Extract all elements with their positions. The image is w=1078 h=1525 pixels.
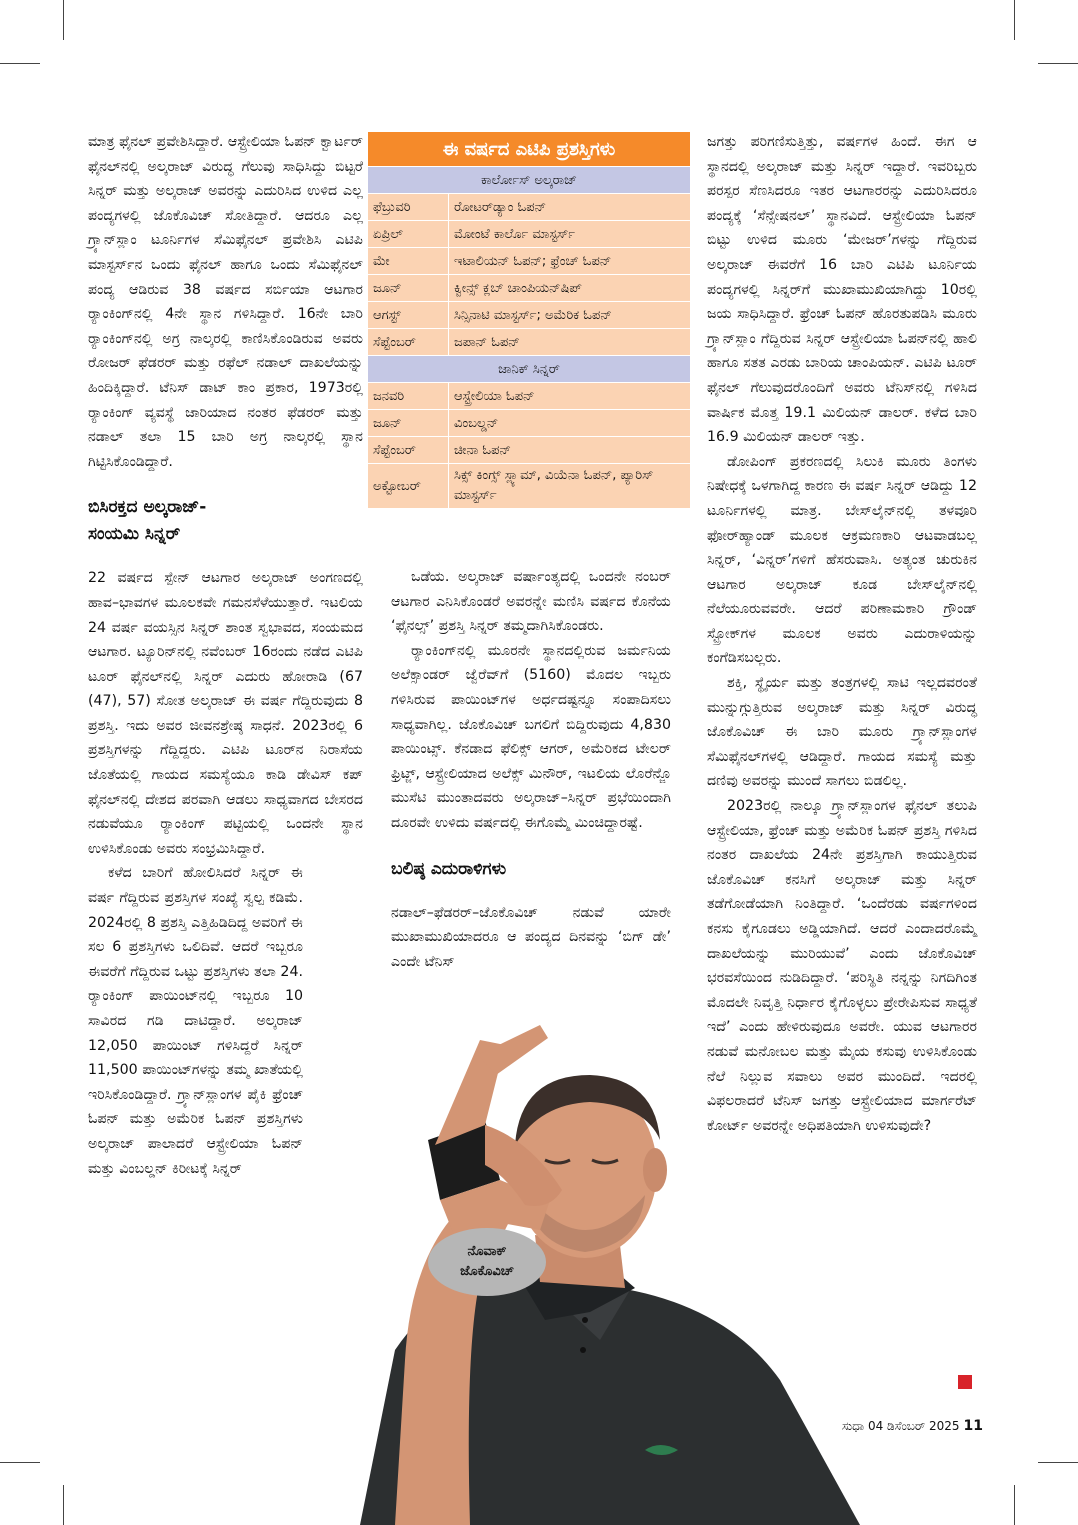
table-row [368, 248, 691, 275]
title-cell: ಆಸ್ಟ್ರೇಲಿಯಾ ಓಪನ್ [449, 383, 691, 410]
article-paragraph: ನಡಾಲ್–ಫೆಡರರ್–ಜೊಕೊವಿಚ್ ನಡುವೆ ಯಾರೇ ಮುಖಾಮುಖಿಯಾದರೂ ಆ ಪಂದ್ಯದ ದಿನವನ್ನು ‘ಬಿಗ್ ಡೇ’ ಎಂದೇ ಟೆನಿಸ್ [391, 904, 671, 970]
article-paragraph: ಒಡೆಯ. ಅಲ್ಕರಾಜ್ ವರ್ಷಾಂತ್ಯದಲ್ಲಿ ಒಂದನೇ ನಂಬರ್ ಆಟಗಾರ ಎನಿಸಿಕೊಂಡರೆ ಅವರನ್ನೇ ಮಣಿಸಿ ವರ್ಷದ ಕೊನೆಯ ‘ಫೈನಲ್ಸ್’ ಪ್ರಶಸ್ತಿ ಸಿನ್ನರ್ ತಮ್ಮದಾಗಿಸಿಕೊಂಡರು. [391, 569, 671, 635]
article-column-2 [391, 565, 671, 974]
crop-mark [1038, 1462, 1078, 1463]
crop-mark [63, 1485, 64, 1525]
month-cell: ಸೆಪ್ಟೆಂಬರ್ [368, 329, 449, 356]
month-cell: ಜನವರಿ [368, 383, 449, 410]
article-paragraph: 22 ವರ್ಷದ ಸ್ಪೇನ್ ಆಟಗಾರ ಅಲ್ಕರಾಜ್ ಅಂಗಣದಲ್ಲಿ ಹಾವ–ಭಾವಗಳ ಮೂಲಕವೇ ಗಮನಸೆಳೆಯುತ್ತಾರೆ. ಇಟಲಿಯ 24 ವರ್ಷ ವಯಸ್ಸಿನ ಸಿನ್ನರ್ ಶಾಂತ ಸ್ವಭಾವದ, ಸಂಯಮದ ಆಟಗಾರ. ಟ್ಯೂರಿನ್‌ನಲ್ಲಿ ನವೆಂಬರ್ 16ರಂದು ನಡೆದ ಎಟಿಪಿ ಟೂರ್ ಫೈನಲ್‌ನಲ್ಲಿ ಸಿನ್ನರ್ ಎದುರು ಹೋರಾಡಿ (67 (47), 57) ಸೋತ ಅಲ್ಕರಾಜ್ ಈ ವರ್ಷ ಗೆದ್ದಿರುವುದು 8 ಪ್ರಶಸ್ತಿ. ಇದು ಅವರ ಜೀವನಶ್ರೇಷ್ಠ ಸಾಧನೆ. 2023ರಲ್ಲಿ 6 ಪ್ರಶಸ್ತಿಗಳನ್ನು ಗೆದ್ದಿದ್ದರು. ಎಟಿಪಿ ಟೂರ್‌ನ ನಿರಾಸೆಯ ಜೊತೆಯಲ್ಲಿ ಗಾಯದ ಸಮಸ್ಯೆಯೂ ಕಾಡಿ ಡೇವಿಸ್ ಕಪ್ ಫೈನಲ್‌ನಲ್ಲಿ ದೇಶದ ಪರವಾಗಿ ಆಡಲು ಸಾಧ್ಯವಾಗದ ಬೇಸರದ ನಡುವೆಯೂ ರ‍್ಯಾಂಕಿಂಗ್ ಪಟ್ಟಿಯಲ್ಲಿ ಒಂದನೇ ಸ್ಥಾನ ಉಳಿಸಿಕೊಂಡು ಅವರು ಸಂಭ್ರಮಿಸಿದ್ದಾರೆ. [88, 570, 363, 857]
player-photo [300, 1020, 870, 1525]
article-paragraph: 2023ರಲ್ಲಿ ನಾಲ್ಕೂ ಗ್ರ್ಯಾನ್‌ಸ್ಲಾಂಗಳ ಫೈನಲ್ ತಲುಪಿ ಆಸ್ಟ್ರೇಲಿಯಾ, ಫ್ರೆಂಚ್ ಮತ್ತು ಅಮೆರಿಕ ಓಪನ್ ಪ್ರಶಸ್ತಿ ಗಳಿಸಿದ ನಂತರ ದಾಖಲೆಯ 24ನೇ ಪ್ರಶಸ್ತಿಗಾಗಿ ಕಾಯುತ್ತಿರುವ ಜೊಕೊವಿಚ್ ಕನಸಿಗೆ ಅಲ್ಕರಾಜ್ ಮತ್ತು ಸಿನ್ನರ್ ತಡೆಗೋಡೆಯಾಗಿ ನಿಂತಿದ್ದಾರೆ. ‘ಒಂದೆರಡು ವರ್ಷಗಳಿಂದ ಕನಸು ಕೈಗೂಡಲು ಅಡ್ಡಿಯಾಗಿದೆ. ಆದರೆ ಎಂದಾದರೊಮ್ಮೆ ದಾಖಲೆಯನ್ನು ಮುರಿಯುವೆ’ ಎಂದು ಜೊಕೊವಿಚ್ ಭರವಸೆಯಿಂದ ನುಡಿದಿದ್ದಾರೆ. ‘ಪರಿಸ್ಥಿತಿ ನನ್ನನ್ನು ನಿಗದಿಗಿಂತ ಮೊದಲೇ ನಿವೃತ್ತಿ ನಿರ್ಧಾರ ಕೈಗೊಳ್ಳಲು ಪ್ರೇರೇಪಿಸುವ ಸಾಧ್ಯತೆ ಇದೆ’ ಎಂದು ಹೇಳಿರುವುದೂ ಅವರೇ. ಯುವ ಆಟಗಾರರ ನಡುವೆ ಮನೋಬಲ ಮತ್ತು ಮೈಯ ಕಸುವು ಉಳಿಸಿಕೊಂಡು ನೆಲೆ ನಿಲ್ಲುವ ಸವಾಲು ಅವರ ಮುಂದಿದೆ. ಇದರಲ್ಲಿ ವಿಫಲರಾದರೆ ಟೆನಿಸ್ ಜಗತ್ತು ಆಸ್ಟ್ರೇಲಿಯಾದ ಮಾರ್ಗರೆಟ್ ಕೋರ್ಟ್ ಅವರನ್ನೇ ಅಧಿಪತಿಯಾಗಿ ಉಳಿಸುವುದೇ? [707, 798, 977, 1134]
section-heading: ಬಲಿಷ್ಠ ಎದುರಾಳಿಗಳು [391, 858, 507, 879]
crop-mark [0, 63, 40, 64]
page-footer [842, 1418, 983, 1434]
table-section-player: ಕಾರ್ಲೋಸ್ ಅಲ್ಕರಾಜ್ [368, 167, 691, 194]
table-section-player: ಜಾನಿಕ್ ಸಿನ್ನರ್ [368, 356, 691, 383]
article-paragraph: ಕಳೆದ ಬಾರಿಗೆ ಹೋಲಿಸಿದರೆ ಸಿನ್ನರ್ ಈ ವರ್ಷ ಗೆದ್ದಿರುವ ಪ್ರಶಸ್ತಿಗಳ ಸಂಖ್ಯೆ ಸ್ವಲ್ಪ ಕಡಿಮೆ. 2024ರಲ್ಲಿ 8 ಪ್ರಶಸ್ತಿ ಎತ್ತಿಹಿಡಿದಿದ್ದ ಅವರಿಗೆ ಈ ಸಲ 6 ಪ್ರಶಸ್ತಿಗಳು ಒಲಿದಿವೆ. ಆದರೆ ಇಬ್ಬರೂ ಈವರೆಗೆ ಗೆದ್ದಿರುವ ಒಟ್ಟು ಪ್ರಶಸ್ತಿಗಳು ತಲಾ 24. ರ‍್ಯಾಂಕಿಂಗ್ ಪಾಯಿಂಟ್‌ನಲ್ಲಿ ಇಬ್ಬರೂ 10 ಸಾವಿರದ ಗಡಿ ದಾಟಿದ್ದಾರೆ. ಅಲ್ಕರಾಜ್ 12,050 ಪಾಯಿಂಟ್ ಗಳಿಸಿದ್ದರೆ ಸಿನ್ನರ್ 11,500 ಪಾಯಿಂಟ್‌ಗಳನ್ನು ತಮ್ಮ ಖಾತೆಯಲ್ಲಿ ಇರಿಸಿಕೊಂಡಿದ್ದಾರೆ. ಗ್ರ್ಯಾನ್‌ಸ್ಲಾಂಗಳ ಪೈಕಿ ಫ್ರೆಂಚ್ ಓಪನ್ ಮತ್ತು ಅಮೆರಿಕ ಓಪನ್ ಪ್ರಶಸ್ತಿಗಳು ಅಲ್ಕರಾಜ್ ಪಾಲಾದರೆ ಆಸ್ಟ್ರೇಲಿಯಾ ಓಪನ್ ಮತ್ತು ವಿಂಬಲ್ಡನ್ ಕಿರೀಟಕ್ಕೆ ಸಿನ್ನರ್ [88, 865, 303, 1177]
article-end-mark [958, 1375, 972, 1389]
heading-line: ಸಂಯಮಿ ಸಿನ್ನರ್ [88, 524, 181, 545]
page-number: 11 [963, 1418, 983, 1434]
table-row [368, 329, 691, 356]
table-row [368, 302, 691, 329]
article-paragraph: ಜಗತ್ತು ಪರಿಗಣಿಸುತ್ತಿತ್ತು, ವರ್ಷಗಳ ಹಿಂದೆ. ಈಗ ಆ ಸ್ಥಾನದಲ್ಲಿ ಅಲ್ಕರಾಜ್ ಮತ್ತು ಸಿನ್ನರ್ ಇದ್ದಾರೆ. ಇವರಿಬ್ಬರು ಪರಸ್ಪರ ಸೆಣಸಿದರೂ ಇತರ ಆಟಗಾರರನ್ನು ಎದುರಿಸಿದರೂ ಪಂದ್ಯಕ್ಕೆ ‘ಸೆನ್ಸೇಷನಲ್’ ಸ್ಥಾನವಿದೆ. ಆಸ್ಟ್ರೇಲಿಯಾ ಓಪನ್ ಬಿಟ್ಟು ಉಳಿದ ಮೂರು ‘ಮೇಜರ್’ಗಳನ್ನು ಗೆದ್ದಿರುವ ಅಲ್ಕರಾಜ್ ಈವರೆಗೆ 16 ಬಾರಿ ಎಟಿಪಿ ಟೂರ್ನಿಯ ಪಂದ್ಯಗಳಲ್ಲಿ ಸಿನ್ನರ್‌ಗೆ ಮುಖಾಮುಖಿಯಾಗಿದ್ದು 10ರಲ್ಲಿ ಜಯ ಸಾಧಿಸಿದ್ದಾರೆ. ಫ್ರೆಂಚ್ ಓಪನ್ ಹೊರತುಪಡಿಸಿ ಮೂರು ಗ್ರ್ಯಾನ್‌ಸ್ಲಾಂ ಗೆದ್ದಿರುವ ಸಿನ್ನರ್ ಆಸ್ಟ್ರೇಲಿಯಾ ಓಪನ್‌ನಲ್ಲಿ ಹಾಲಿ ಹಾಗೂ ಸತತ ಎರಡು ಬಾರಿಯ ಚಾಂಪಿಯನ್. ಎಟಿಪಿ ಟೂರ್ ಫೈನಲ್ ಗೆಲುವುದರೊಂದಿಗೆ ಅವರು ಟೆನಿಸ್‌ನಲ್ಲಿ ಗಳಿಸಿದ ವಾರ್ಷಿಕ ಮೊತ್ತ 19.1 ಮಿಲಿಯನ್ ಡಾಲರ್. ಕಳೆದ ಬಾರಿ 16.9 ಮಿಲಿಯನ್ ಡಾಲರ್ ಇತ್ತು. [707, 134, 977, 446]
title-cell: ಇಟಾಲಿಯನ್ ಓಪನ್; ಫ್ರೆಂಚ್ ಓಪನ್ [449, 248, 691, 275]
caption-line: ಜೊಕೊವಿಚ್ [460, 1264, 514, 1279]
heading-line: ಬಿಸಿರಕ್ತದ ಅಲ್ಕರಾಜ್- [88, 497, 207, 518]
article-paragraph: ರ‍್ಯಾಂಕಿಂಗ್‌ನಲ್ಲಿ ಮೂರನೇ ಸ್ಥಾನದಲ್ಲಿರುವ ಜರ್ಮನಿಯ ಅಲೆಕ್ಸಾಂಡರ್ ಜ್ವೆರೆವ್‌ಗೆ (5160) ಮೊದಲ ಇಬ್ಬರು ಗಳಿಸಿರುವ ಪಾಯಿಂಟ್‌ಗಳ ಅರ್ಧದಷ್ಟನ್ನೂ ಸಂಪಾದಿಸಲು ಸಾಧ್ಯವಾಗಿಲ್ಲ. ಜೊಕೊವಿಚ್ ಬಗಲಿಗೆ ಬಿದ್ದಿರುವುದು 4,830 ಪಾಯಿಂಟ್ಸ್. ಕೆನಡಾದ ಫೆಲಿಕ್ಸ್ ಆಗರ್, ಅಮೆರಿಕದ ಟೇಲರ್ ಫ್ರಿಟ್ಜ್, ಆಸ್ಟ್ರೇಲಿಯಾದ ಅಲೆಕ್ಸ್ ಮಿನೌರ್, ಇಟಲಿಯ ಲೊರೆನ್ಜೊ ಮುಸೆಟಿ ಮುಂತಾದವರು ಅಲ್ಕರಾಜ್–ಸಿನ್ನರ್ ಪ್ರಭೆಯಿಂದಾಗಿ ದೂರವೇ ಉಳಿದು ವರ್ಷದಲ್ಲಿ ಈಗೊಮ್ಮೆ ಮಿಂಚಿದ್ದಾರಷ್ಟೆ. [391, 642, 671, 831]
footer-text: ಸುಧಾ 04 ಡಿಸೆಂಬರ್ 2025 [841, 1419, 960, 1433]
table-row [368, 383, 691, 410]
month-cell: ಫೆಬ್ರುವರಿ [368, 194, 449, 221]
article-paragraph: ಮಾತ್ರ ಫೈನಲ್ ಪ್ರವೇಶಿಸಿದ್ದಾರೆ. ಆಸ್ಟ್ರೇಲಿಯಾ ಓಪನ್ ಕ್ವಾರ್ಟರ್ ಫೈನಲ್‌ನಲ್ಲಿ ಅಲ್ಕರಾಜ್ ವಿರುದ್ಧ ಗೆಲುವು ಸಾಧಿಸಿದ್ದು ಬಿಟ್ಟರೆ ಸಿನ್ನರ್ ಮತ್ತು ಅಲ್ಕರಾಜ್ ಅವರನ್ನು ಎದುರಿಸಿದ ಉಳಿದ ಎಲ್ಲ ಪಂದ್ಯಗಳಲ್ಲಿ ಜೊಕೊವಿಚ್ ಸೋತಿದ್ದಾರೆ. ಆದರೂ ಎಲ್ಲ ಗ್ರ್ಯಾನ್‌ಸ್ಲಾಂ ಟೂರ್ನಿಗಳ ಸೆಮಿಫೈನಲ್ ಪ್ರವೇಶಿಸಿ ಎಟಿಪಿ ಮಾಸ್ಟರ್ಸ್‌ನ ಒಂದು ಫೈನಲ್ ಹಾಗೂ ಒಂದು ಸೆಮಿಫೈನಲ್ ಪಂದ್ಯ ಆಡಿರುವ 38 ವರ್ಷದ ಸರ್ಬಿಯಾ ಆಟಗಾರ ರ‍್ಯಾಂಕಿಂಗ್‌ನಲ್ಲಿ 4ನೇ ಸ್ಥಾನ ಗಳಿಸಿದ್ದಾರೆ. 16ನೇ ಬಾರಿ ರ‍್ಯಾಂಕಿಂಗ್‌ನಲ್ಲಿ ಅಗ್ರ ನಾಲ್ಕರಲ್ಲಿ ಕಾಣಿಸಿಕೊಂಡಿರುವ ಅವರು ರೋಜರ್ ಫೆಡರರ್ ಮತ್ತು ರಫೆಲ್ ನಡಾಲ್ ದಾಖಲೆಯನ್ನು ಹಿಂದಿಕ್ಕಿದ್ದಾರೆ. ಟೆನಿಸ್ ಡಾಟ್ ಕಾಂ ಪ್ರಕಾರ, 1973ರಲ್ಲಿ ರ‍್ಯಾಂಕಿಂಗ್ ವ್ಯವಸ್ಥೆ ಜಾರಿಯಾದ ನಂತರ ಫೆಡರರ್ ಮತ್ತು ನಡಾಲ್ ತಲಾ 15 ಬಾರಿ ಅಗ್ರ ನಾಲ್ಕರಲ್ಲಿ ಸ್ಥಾನ ಗಿಟ್ಟಿಸಿಕೊಂಡಿದ್ದಾರೆ. [88, 134, 363, 470]
title-cell: ರೋಟರ್‌ಡ್ಯಾಂ ಓಪನ್ [449, 194, 691, 221]
table-row [368, 275, 691, 302]
month-cell: ಸೆಪ್ಟೆಂಬರ್ [368, 437, 449, 464]
photo-caption [428, 1228, 546, 1296]
title-cell: ಸಿನ್ಸಿನಾಟಿ ಮಾಸ್ಟರ್ಸ್; ಅಮೆರಿಕ ಓಪನ್ [449, 302, 691, 329]
table-row [368, 410, 691, 437]
crop-mark [1014, 1485, 1015, 1525]
title-cell: ಚೀನಾ ಓಪನ್ [449, 437, 691, 464]
title-cell: ಮೋಂಟೆ ಕಾರ್ಲೊ ಮಾಸ್ಟರ್ಸ್ [449, 221, 691, 248]
article-paragraph: ಡೋಪಿಂಗ್ ಪ್ರಕರಣದಲ್ಲಿ ಸಿಲುಕಿ ಮೂರು ತಿಂಗಳು ನಿಷೇಧಕ್ಕೆ ಒಳಗಾಗಿದ್ದ ಕಾರಣ ಈ ವರ್ಷ ಸಿನ್ನರ್ ಆಡಿದ್ದು 12 ಟೂರ್ನಿಗಳಲ್ಲಿ ಮಾತ್ರ. ಬೇಸ್‌ಲೈನ್‌ನಲ್ಲಿ ತಳವೂರಿ ಫೋರ್‌ಹ್ಯಾಂಡ್ ಮೂಲಕ ಆಕ್ರಮಣಕಾರಿ ಆಟವಾಡಬಲ್ಲ ಸಿನ್ನರ್, ‘ವಿನ್ನರ್’ಗಳಿಗೆ ಹೆಸರುವಾಸಿ. ಅತ್ಯಂತ ಚುರುಕಿನ ಆಟಗಾರ ಅಲ್ಕರಾಜ್ ಕೂಡ ಬೇಸ್‌ಲೈನ್‌ನಲ್ಲಿ ನೆಲೆಯೂರುವವರೇ. ಆದರೆ ಪರಿಣಾಮಕಾರಿ ಗ್ರೌಂಡ್ ಸ್ಟ್ರೋಕ್‌ಗಳ ಮೂಲಕ ಅವರು ಎದುರಾಳಿಯನ್ನು ಕಂಗೆಡಿಸಬಲ್ಲರು. [707, 453, 977, 667]
table-row [368, 464, 691, 509]
title-cell: ಸಿಕ್ಸ್ ಕಿಂಗ್ಸ್ ಸ್ಲ್ಯಾಮ್, ವಿಯೆನಾ ಓಪನ್, ಪ್ಯಾರಿಸ್ ಮಾಸ್ಟರ್ಸ್ [449, 464, 691, 509]
month-cell: ಆಗಸ್ಟ್ [368, 302, 449, 329]
crop-mark [63, 0, 64, 40]
crop-mark [1038, 63, 1078, 64]
month-cell: ಜೂನ್ [368, 410, 449, 437]
crop-mark [1014, 0, 1015, 40]
crop-mark [0, 1462, 40, 1463]
month-cell: ಮೇ [368, 248, 449, 275]
section-heading [88, 494, 363, 548]
month-cell: ಅಕ್ಟೋಬರ್ [368, 464, 449, 509]
article-paragraph: ಶಕ್ತಿ, ಸ್ಥೈರ್ಯ ಮತ್ತು ತಂತ್ರಗಳಲ್ಲಿ ಸಾಟಿ ಇಲ್ಲದವರಂತೆ ಮುನ್ನುಗ್ಗುತ್ತಿರುವ ಅಲ್ಕರಾಜ್ ಮತ್ತು ಸಿನ್ನರ್ ವಿರುದ್ಧ ಜೊಕೊವಿಚ್ ಈ ಬಾರಿ ಮೂರು ಗ್ರ್ಯಾನ್‌ಸ್ಲಾಂಗಳ ಸೆಮಿಫೈನಲ್‌ಗಳಲ್ಲಿ ಆಡಿದ್ದಾರೆ. ಗಾಯದ ಸಮಸ್ಯೆ ಮತ್ತು ದಣಿವು ಅವರನ್ನು ಮುಂದೆ ಸಾಗಲು ಬಿಡಲಿಲ್ಲ. [707, 675, 977, 790]
caption-line: ನೊವಾಕ್ [467, 1244, 507, 1259]
title-cell: ವಿಂಬಲ್ಡನ್ [449, 410, 691, 437]
table-title: ಈ ವರ್ಷದ ಎಟಿಪಿ ಪ್ರಶಸ್ತಿಗಳು [368, 132, 691, 167]
table-row [368, 194, 691, 221]
atp-titles-table [367, 131, 691, 509]
article-column-3 [707, 130, 977, 1138]
month-cell: ಏಪ್ರಿಲ್ [368, 221, 449, 248]
table-row [368, 221, 691, 248]
month-cell: ಜೂನ್ [368, 275, 449, 302]
title-cell: ಕ್ವೀನ್ಸ್ ಕ್ಲಬ್ ಚಾಂಪಿಯನ್‌ಷಿಪ್ [449, 275, 691, 302]
table-row [368, 437, 691, 464]
title-cell: ಜಪಾನ್ ಓಪನ್ [449, 329, 691, 356]
